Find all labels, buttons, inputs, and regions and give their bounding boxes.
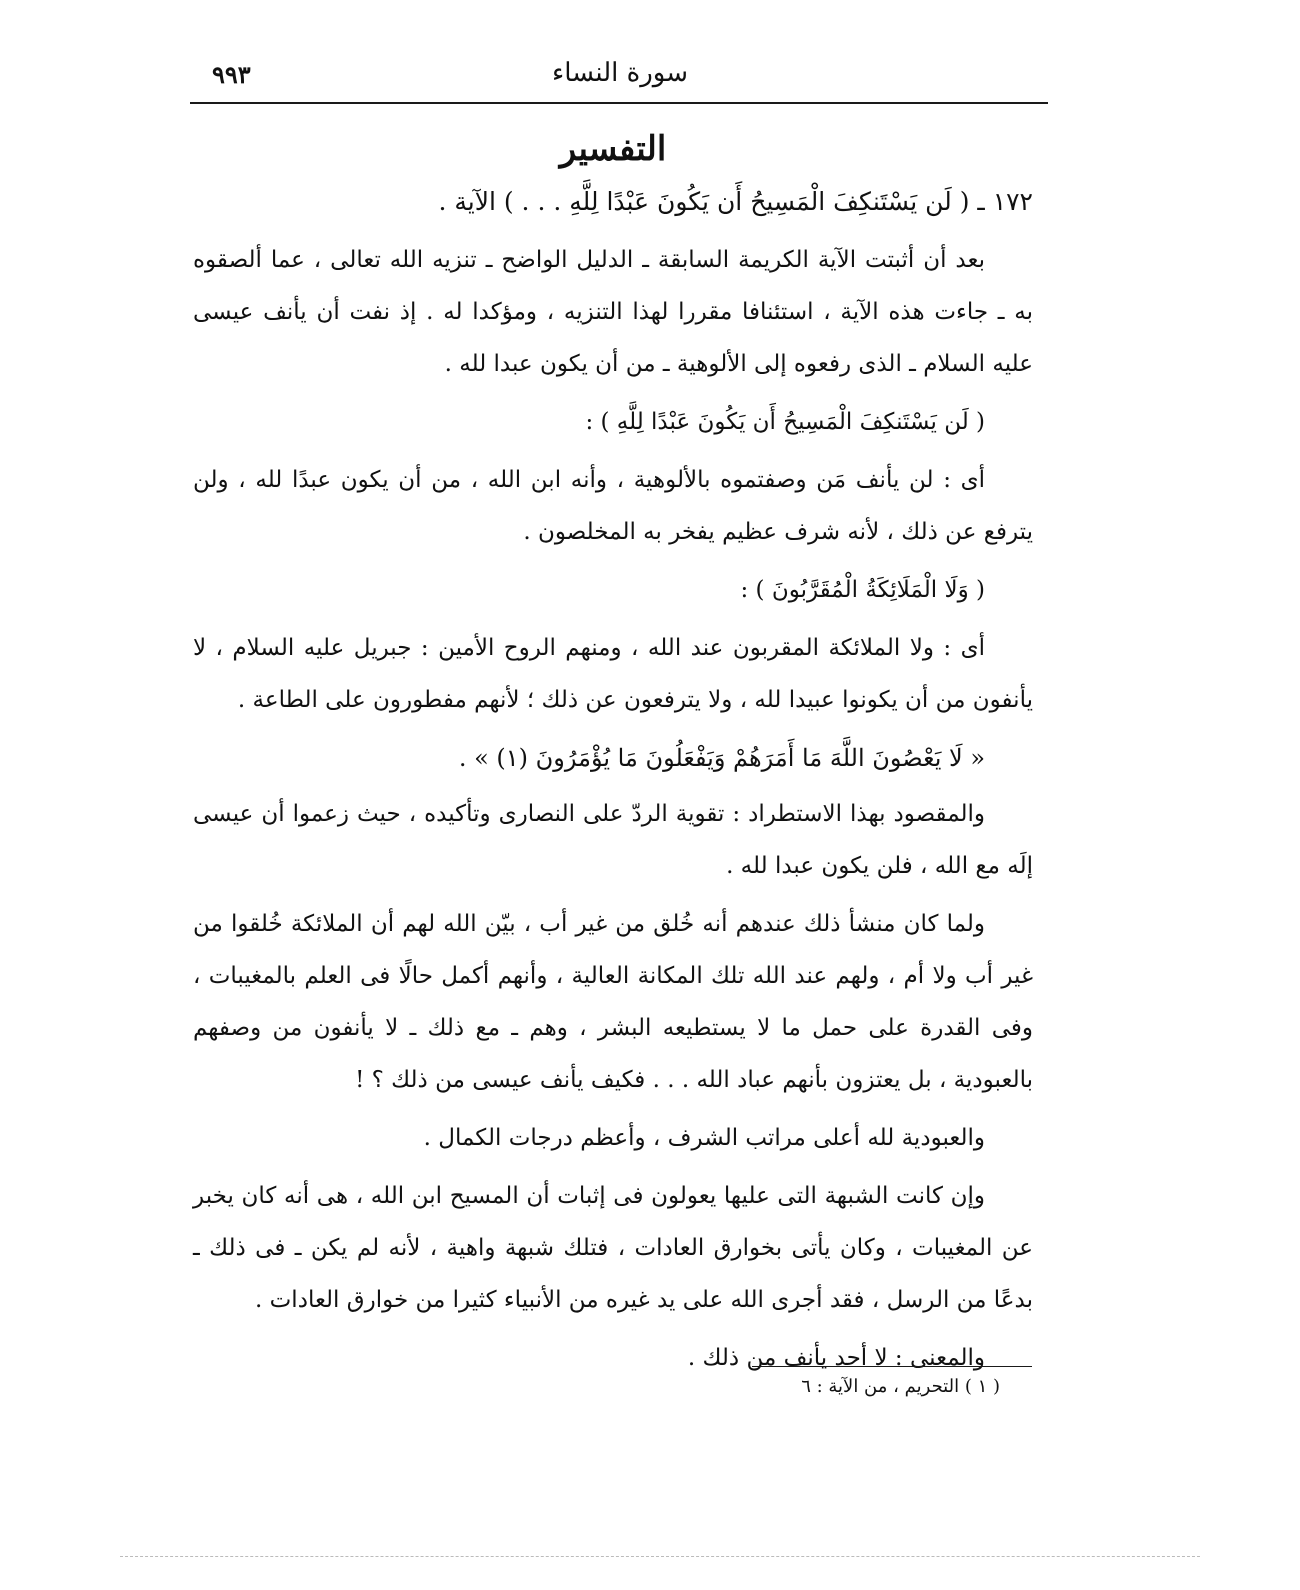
page-number: ٩٩٣ [212,60,251,89]
paragraph: أى : لن يأنف مَن وصفتموه بالألوهية ، وأنه ابن الله ، من أن يكون عبدًا لله ، ولن يترفع عن ذلك ، لأنه شرف عظيم يفخر به المخلصون . [193,467,1033,545]
paragraph: والمعنى : لا أحد يأنف من ذلك . [687,1345,985,1371]
footnote: ( ١ ) التحريم ، من الآية : ٦ [801,1376,1000,1397]
page-header [190,56,1050,96]
verse-heading: ١٧٢ ـ ( لَن يَسْتَنكِفَ الْمَسِيحُ أَن يَكُونَ عَبْدًا لِلَّهِ . . . ) الآية . [438,187,1033,216]
footnote-rule [752,1366,1032,1367]
verse-quote: ( وَلَا الْمَلَائِكَةُ الْمُقَرَّبُونَ ) : [740,577,985,603]
scan-edge-line [120,1556,1200,1557]
running-title: سورة النساء [552,58,688,88]
paragraph: ولما كان منشأ ذلك عندهم أنه خُلق من غير أب ، بيّن الله لهم أن الملائكة خُلقوا من غير أب ولا أم ، ولهم عند الله تلك المكانة العالية ، وأنهم أكمل حالًا فى العلم بالمغيبات ، وفى القدرة على حمل ما لا يستطيعه البشر ، وهم ـ مع ذلك ـ لا يأنفون من وصفهم بالعبودية ، بل يعتزون بأنهم عباد الله . . . فكيف يأنف عيسى من ذلك ؟ ! [193,911,1033,1093]
paragraph: والمقصود بهذا الاستطراد : تقوية الردّ على النصارى وتأكيده ، حيث زعموا أن عيسى إلَه مع الله ، فلن يكون عبدا لله . [193,801,1033,879]
header-rule [190,102,1048,104]
verse-quote: ( لَن يَسْتَنكِفَ الْمَسِيحُ أَن يَكُونَ عَبْدًا لِلَّهِ ) : [585,409,985,435]
quranic-quote: « لَا يَعْصُونَ اللَّهَ مَا أَمَرَهُمْ وَيَفْعَلُونَ مَا يُؤْمَرُونَ (١) » . [458,744,985,772]
paragraph: أى : ولا الملائكة المقربون عند الله ، ومنهم الروح الأمين : جبريل عليه السلام ، لا يأنفون من أن يكونوا عبيدا لله ، ولا يترفعون عن ذلك ؛ لأنهم مفطورون على الطاعة . [193,635,1033,713]
main-text [193,124,1033,1390]
section-title: التفسير [559,129,667,169]
paragraph: بعد أن أثبتت الآية الكريمة السابقة ـ الدليل الواضح ـ تنزيه الله تعالى ، عما ألصقوه به ـ جاءت هذه الآية ، استئنافا مقررا لهذا التنزيه ، ومؤكدا له . إذ نفت أن يأنف عيسى عليه السلام ـ الذى رفعوه إلى الألوهية ـ من أن يكون عبدا لله . [193,247,1033,377]
paragraph: وإن كانت الشبهة التى عليها يعولون فى إثبات أن المسيح ابن الله ، هى أنه كان يخبر عن المغيبات ، وكان يأتى بخوارق العادات ، فتلك شبهة واهية ، لأنه لم يكن ـ فى ذلك ـ بدعًا من الرسل ، فقد أجرى الله على يد غيره من الأنبياء كثيرا من خوارق العادات . [193,1183,1033,1313]
paragraph: والعبودية لله أعلى مراتب الشرف ، وأعظم درجات الكمال . [423,1125,985,1151]
